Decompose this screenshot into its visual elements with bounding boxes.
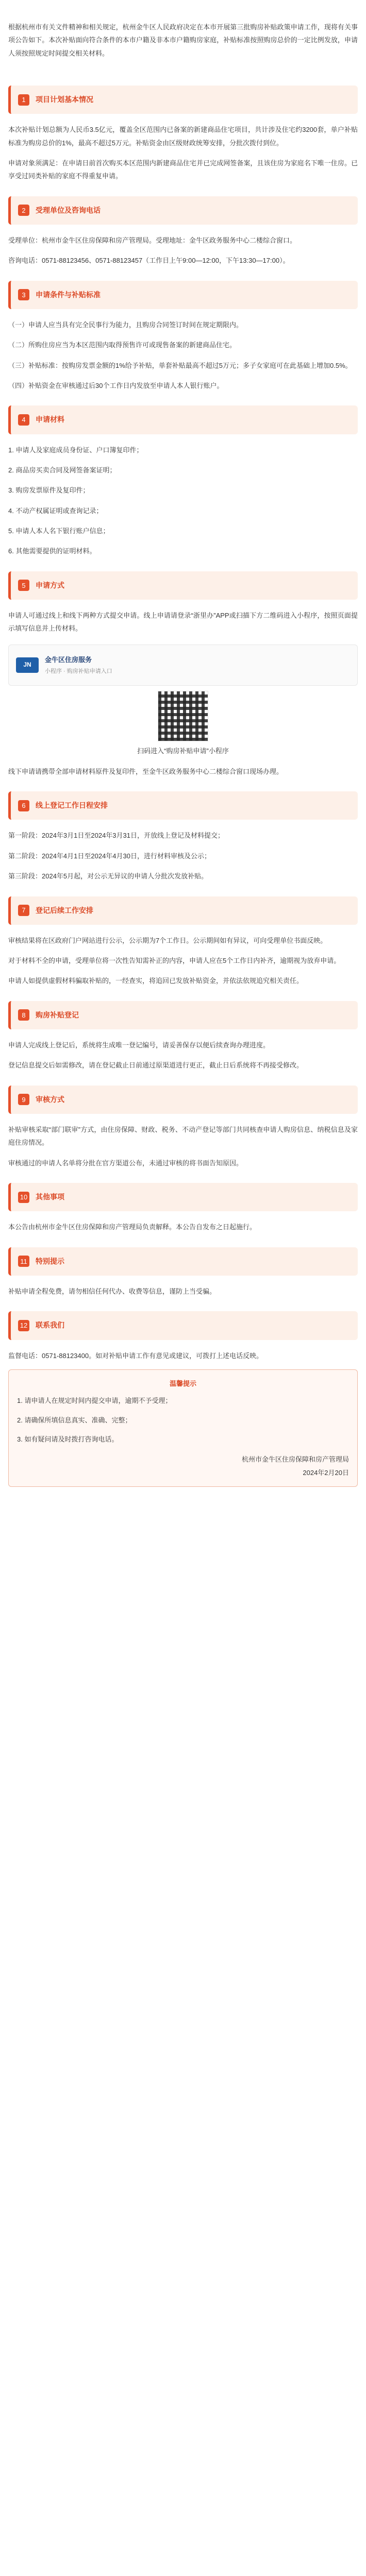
notice-box	[8, 1369, 358, 1487]
section-paragraph: 第一阶段：2024年3月1日至2024年3月31日，开放线上登记及材料提交；	[8, 832, 224, 840]
section-title: 申请方式	[36, 581, 64, 589]
section-paragraph: 审核结果将在区政府门户网站进行公示，公示期为7个工作日。公示期间如有异议，可向受理单位书面反映。	[8, 936, 327, 944]
notice-item: 3. 如有疑问请及时拨打咨询电话。	[17, 1435, 119, 1444]
section-number-badge: 8	[18, 1009, 29, 1021]
section-title: 购房补贴登记	[36, 1010, 79, 1019]
section-paragraph: 本次补贴计划总额为人民币3.5亿元，覆盖全区范围内已备案的新建商品住宅项目，共计涉及住宅约3200套，单户补贴标准为购房总价的1%，最高不超过5万元。补贴资金由区级财政统筹安排，分批次拨付到位。	[8, 126, 358, 147]
section-paragraph: 申请人可通过线上和线下两种方式提交申请。线上申请请登录“浙里办”APP或扫描下方二维码进入小程序，按照页面提示填写信息并上传材料。	[8, 612, 358, 633]
section-header	[8, 571, 358, 600]
section-header	[8, 405, 358, 434]
section-number-badge: 4	[18, 414, 29, 426]
section-title: 项目计划基本情况	[36, 95, 93, 104]
section-paragraph: 2. 商品房买卖合同及网签备案证明；	[8, 466, 117, 474]
section-paragraph: 登记信息提交后如需修改，请在登记截止日前通过原渠道进行更正，截止日后系统将不再接受修改。	[8, 1061, 304, 1070]
section-number-badge: 12	[18, 1320, 29, 1331]
section-header	[8, 281, 358, 309]
section-number-badge: 5	[18, 580, 29, 591]
signer-name: 杭州市金牛区住房保障和房产管理局	[241, 1455, 349, 1464]
section-paragraph: 补贴审核采取“部门联审”方式，由住房保障、财政、税务、不动产登记等部门共同核查申请人购房信息、纳税信息及家庭住房情况。	[8, 1126, 358, 1147]
mini-program-name: 金牛区住房服务	[45, 655, 92, 664]
notice-item: 1. 请申请人在规定时间内提交申请，逾期不予受理；	[17, 1397, 172, 1405]
section-header	[8, 1311, 358, 1340]
section-number-badge: 10	[18, 1192, 29, 1203]
intro-paragraph	[0, 0, 366, 72]
section-paragraph: 3. 购房发票原件及复印件；	[8, 486, 90, 495]
section-paragraph: 监督电话：0571-88123400。如对补贴申请工作有意见或建议，可拨打上述电话反映。	[8, 1351, 263, 1360]
section-paragraph: 本公告由杭州市金牛区住房保障和房产管理局负责解释。本公告自发布之日起施行。	[8, 1223, 257, 1231]
section-paragraph: 申请对象须满足：在申请日前首次购买本区范围内新建商品住宅并已完成网签备案，且该住房为家庭名下唯一住房。已享受过同类补贴的家庭不得重复申请。	[8, 159, 358, 180]
section-title: 联系我们	[36, 1321, 64, 1330]
section-paragraph: 对于材料不全的申请，受理单位将一次性告知需补正的内容，申请人应在5个工作日内补齐，逾期视为放弃申请。	[8, 957, 341, 965]
section-number-badge: 7	[18, 905, 29, 916]
notice-item: 2. 请确保所填信息真实、准确、完整；	[17, 1416, 132, 1424]
section-title: 特别提示	[36, 1257, 64, 1265]
section-header	[8, 1086, 358, 1114]
section-header	[8, 86, 358, 114]
section-paragraph: 4. 不动产权属证明或查询记录；	[8, 506, 103, 515]
section-paragraph: 申请人如提供虚假材料骗取补贴的，一经查实，将追回已发放补贴资金，并依法依规追究相关责任。	[8, 977, 304, 985]
section-header	[8, 1247, 358, 1276]
signature-block	[17, 1453, 349, 1479]
section-header	[8, 196, 358, 225]
section-number-badge: 3	[18, 289, 29, 300]
section-number-badge: 2	[18, 205, 29, 216]
section-number-badge: 6	[18, 800, 29, 811]
section-paragraph: （三）补贴标准：按购房发票金额的1%给予补贴，单套补贴最高不超过5万元；多子女家庭可在此基础上增加0.5%。	[8, 361, 352, 369]
section-title: 登记后续工作安排	[36, 906, 93, 914]
section-paragraph: （二）所购住房应当为本区范围内取得预售许可或现售备案的新建商品住宅。	[8, 341, 237, 349]
section-title: 申请条件与补贴标准	[36, 290, 101, 299]
section-paragraph: 补贴申请全程免费，请勿相信任何代办、收费等信息，谨防上当受骗。	[8, 1287, 217, 1296]
section-paragraph: 受理单位：杭州市金牛区住房保障和房产管理局。受理地址：金牛区政务服务中心二楼综合窗口。	[8, 236, 297, 244]
section-paragraph: （四）补贴资金在审核通过后30个工作日内发放至申请人本人银行账户。	[8, 382, 224, 390]
section-header	[8, 791, 358, 820]
mini-program-card[interactable]	[8, 645, 358, 686]
section-title: 申请材料	[36, 415, 64, 424]
section-header	[8, 896, 358, 925]
section-header	[8, 1183, 358, 1211]
sections	[0, 86, 366, 1362]
section-paragraph: 5. 申请人本人名下银行账户信息；	[8, 527, 110, 535]
section-number-badge: 1	[18, 94, 29, 106]
section-paragraph: 第三阶段：2024年5月起，对公示无异议的申请人分批次发放补贴。	[8, 872, 208, 880]
qr-caption: 扫码进入“购房补贴申请”小程序	[137, 747, 229, 755]
section-title: 审核方式	[36, 1095, 64, 1104]
section-paragraph: （一）申请人应当具有完全民事行为能力，且购房合同签订时间在规定期限内。	[8, 320, 243, 329]
section-number-badge: 11	[18, 1256, 29, 1267]
intro-text: 根据杭州市有关文件精神和相关规定，杭州金牛区人民政府决定在本市开展第三批购房补贴政策申请工作，现将有关事项公告如下。本次补贴面向符合条件的本市户籍及非本市户籍购房家庭，补贴标准按照购房总价的一定比例发放，申请人须按照规定时间提交相关材料。	[8, 23, 358, 57]
section-paragraph: 审核通过的申请人名单将分批在官方渠道公布，未通过审核的将书面告知原因。	[8, 1159, 243, 1167]
section-paragraph: 申请人完成线上登记后，系统将生成唯一登记编号，请妥善保存以便后续查询办理进度。	[8, 1041, 270, 1049]
sign-date: 2024年2月20日	[303, 1468, 349, 1477]
section-title: 其他事项	[36, 1193, 64, 1201]
section-header	[8, 1001, 358, 1029]
mini-program-subtitle: 小程序 · 购房补贴申请入口	[45, 668, 112, 675]
section-paragraph: 咨询电话：0571-88123456、0571-88123457（工作日上午9:00—12:00，下午13:30—17:00）。	[8, 257, 290, 265]
section-title: 受理单位及咨询电话	[36, 206, 101, 214]
qr-code-icon[interactable]	[158, 691, 208, 741]
section-paragraph: 第二阶段：2024年4月1日至2024年4月30日，进行材料审核及公示；	[8, 852, 211, 860]
notice-title: 温馨提示	[169, 1380, 196, 1388]
section-paragraph: 6. 其他需要提供的证明材料。	[8, 547, 96, 555]
section-paragraph: 1. 申请人及家庭成员身份证、户口簿复印件；	[8, 446, 143, 454]
mini-program-logo-icon: JN	[16, 657, 39, 673]
section-number-badge: 9	[18, 1094, 29, 1105]
section-title: 线上登记工作日程安排	[36, 801, 108, 810]
section-paragraph: 线下申请请携带全部申请材料原件及复印件，至金牛区政务服务中心二楼综合窗口现场办理。	[8, 767, 284, 775]
